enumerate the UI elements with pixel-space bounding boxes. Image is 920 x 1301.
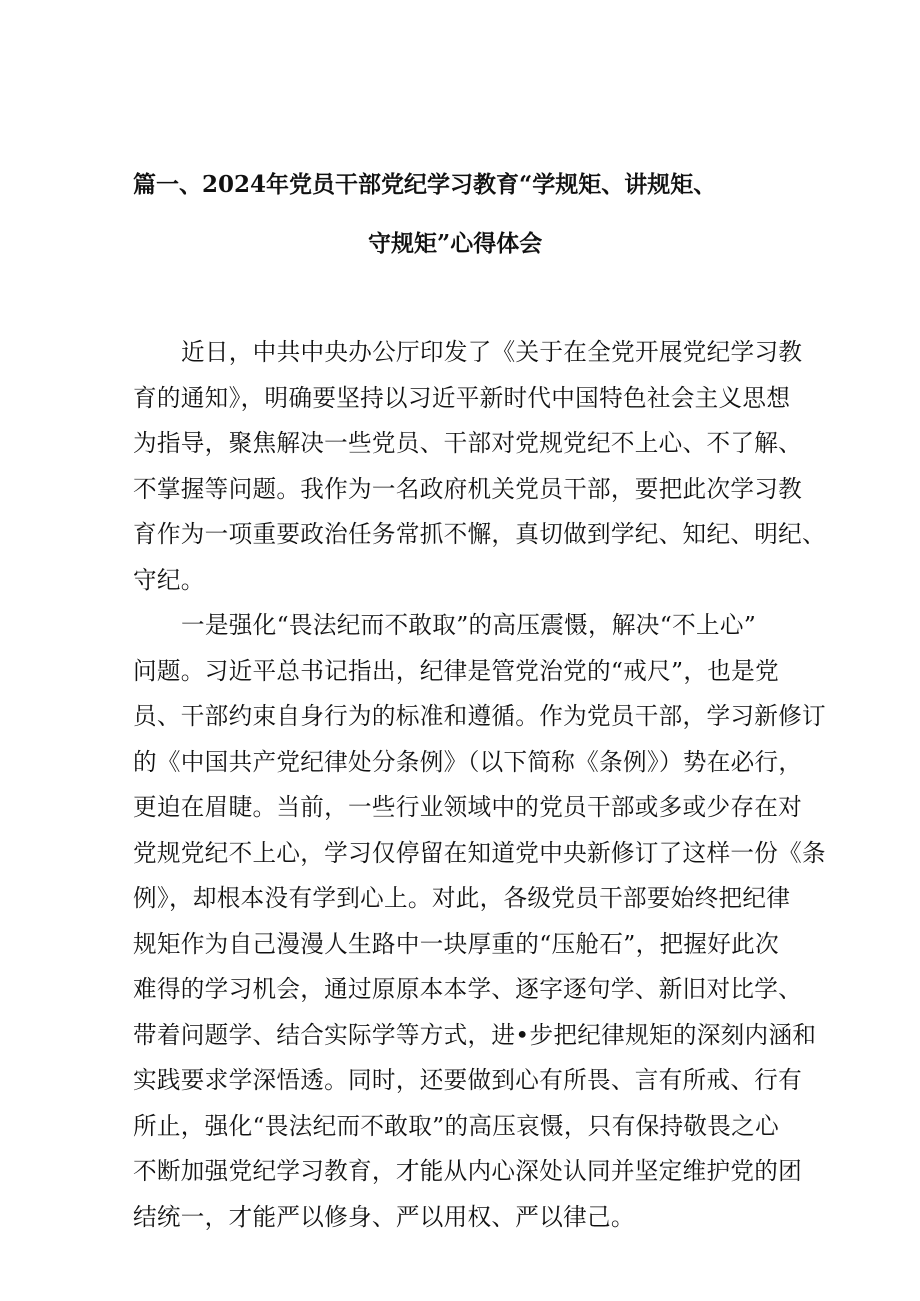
paragraph-2-line: 不断加强党纪学习教育，才能从内心深处认同并坚定维护党的团 bbox=[133, 1157, 803, 1185]
paragraph-2-line: 实践要求学深悟透。同时，还要做到心有所畏、言有所戒、行有 bbox=[133, 1066, 803, 1094]
paragraph-1-line: 近日，中共中央办公厅印发了《关于在全党开展党纪学习教 bbox=[181, 338, 803, 366]
document-title-line-2: 守规矩”心得体会 bbox=[368, 230, 543, 257]
paragraph-2-line: 问题。习近平总书记指出，纪律是管党治党的“戒尺”，也是党 bbox=[133, 656, 779, 685]
paragraph-1-line: 育的通知》，明确要坚持以习近平新时代中国特色社会主义思想 bbox=[133, 383, 791, 412]
paragraph-2-line: 例》，却根本没有学到心上。对此，各级党员干部要始终把纪律 bbox=[133, 884, 791, 912]
paragraph-2-line: 的《中国共产党纪律处分条例》（以下简称《条例》）势在必行， bbox=[133, 747, 803, 776]
paragraph-1-line: 不掌握等问题。我作为一名政府机关党员干部，要把此次学习教 bbox=[133, 474, 803, 503]
paragraph-1-line: 育作为一项重要政治任务常抓不懈，真切做到学纪、知纪、明纪、 bbox=[133, 520, 826, 548]
paragraph-1-line: 守纪。 bbox=[133, 565, 205, 594]
paragraph-2-line: 党规党纪不上心，学习仅停留在知道党中央新修订了这样一份《条 bbox=[133, 838, 826, 867]
document-title-line-1: 篇一、2024年党员干部党纪学习教育“学规矩、讲规矩、 bbox=[133, 171, 717, 198]
paragraph-2-line: 规矩作为自己漫漫人生路中一块厚重的“压舱石”，把握好此次 bbox=[133, 929, 779, 958]
document-body bbox=[133, 330, 826, 1240]
paragraph-2-line: 带着问题学、结合实际学等方式，进•步把纪律规矩的深刻内涵和 bbox=[133, 1020, 817, 1049]
paragraph-2-line: 员、干部约束自身行为的标准和遵循。作为党员干部，学习新修订 bbox=[133, 702, 826, 730]
paragraph-1-line: 为指导，聚焦解决一些党员、干部对党规党纪不上心、不了解、 bbox=[133, 429, 803, 457]
paragraph-2-line: 结统一，才能严以修身、严以用权、严以律己。 bbox=[133, 1202, 635, 1231]
paragraph-2-line: 更迫在眉睫。当前，一些行业领域中的党员干部或多或少存在对 bbox=[133, 793, 803, 821]
paragraph-2-line: 难得的学习机会，通过原原本本学、逐字逐句学、新旧对比学、 bbox=[133, 975, 803, 1003]
paragraph-2-line: 所止，强化“畏法纪而不敢取”的高压哀慑，只有保持敬畏之心 bbox=[133, 1111, 779, 1140]
paragraph-2-line: 一是强化“畏法纪而不敢取”的高压震慑，解决“不上心” bbox=[181, 611, 757, 639]
